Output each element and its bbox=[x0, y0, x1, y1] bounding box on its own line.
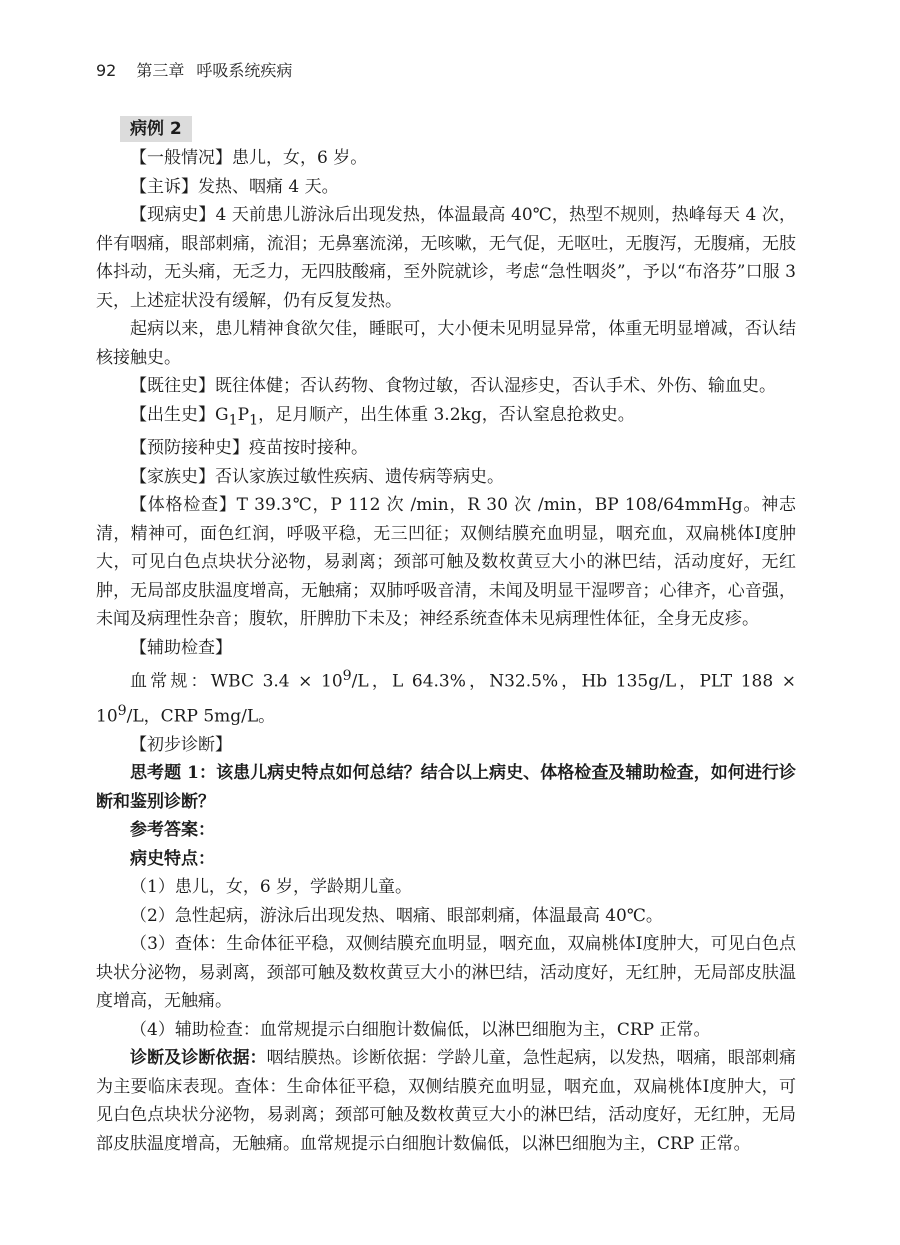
birth-history-sub: 1 bbox=[249, 411, 259, 428]
birth-history bbox=[96, 401, 796, 435]
chapter-title: 呼吸系统疾病 bbox=[196, 61, 293, 80]
blood-routine-part: 血常规：WBC 3.4 × 10 bbox=[130, 672, 343, 693]
chapter-number: 第三章 bbox=[136, 61, 185, 80]
blood-routine-sup: 9 bbox=[342, 668, 352, 685]
general-info: 【一般情况】患儿，女，6 岁。 bbox=[130, 148, 368, 168]
past-history: 【既往史】既往体健；否认药物、食物过敏，否认湿疹史，否认手术、外伤、输血史。 bbox=[130, 376, 776, 396]
blood-routine-part: /L，CRP 5mg/L。 bbox=[126, 706, 276, 727]
page-number: 92 bbox=[96, 61, 117, 80]
feature-3: （3）查体：生命体征平稳，双侧结膜充血明显，咽充血，双扁桃体Ⅰ度肿大，可见白色点块状分泌物，易剥离，颈部可触及数枚黄豆大小的淋巴结，活动度好，无红肿，无局部皮肤温度增高，无触痛。 bbox=[96, 934, 796, 1012]
family-history: 【家族史】否认家族过敏性疾病、遗传病等病史。 bbox=[130, 466, 504, 487]
birth-history-part: ，足月顺产，出生体重 3.2kg，否认窒息抢救史。 bbox=[258, 404, 635, 425]
reference-answer-heading: 参考答案： bbox=[130, 820, 215, 841]
blood-routine-part: /L，L 64.3%，N32.5%，Hb 135g/L，PLT 188 × 10 bbox=[96, 672, 796, 727]
since-onset: 起病以来，患儿精神食欲欠佳，睡眠可，大小便未见明显异常，体重无明显增减，否认结核接触史。 bbox=[96, 319, 796, 368]
present-illness: 【现病史】4 天前患儿游泳后出现发热，体温最高 40℃，热型不规则，热峰每天 4 次，伴有咽痛，眼部刺痛，流泪；无鼻塞流涕，无咳嗽，无气促，无呕吐，无腹泻，无腹痛，无肢体抖动，无头痛，无乏力，无四肢酸痛，至外院就诊，考虑“急性咽炎”，予以“布洛芬”口服 3 天，上述症状没有缓解，仍有反复发热。 bbox=[96, 205, 796, 311]
physical-exam: 【体格检查】T 39.3℃，P 112 次 /min，R 30 次 /min，BP 108/64mmHg。神志清，精神可，面色红润，呼吸平稳，无三凹征；双侧结膜充血明显，咽充血，双扁桃体Ⅰ度肿大，可见白色点块状分泌物，易剥离；颈部可触及数枚黄豆大小的淋巴结，活动度好，无红肿，无局部皮肤温度增高，无触痛；双肺呼吸音清，未闻及明显干湿啰音；心律齐，心音强，未闻及病理性杂音；腹软，肝脾肋下未及；神经系统查体未见病理性体征，全身无皮疹。 bbox=[96, 495, 796, 630]
page-header bbox=[96, 58, 292, 81]
feature-1: （1）患儿，女，6 岁，学龄期儿童。 bbox=[130, 877, 413, 898]
blood-routine-sup: 9 bbox=[117, 702, 127, 719]
vaccination-history: 【预防接种史】疫苗按时接种。 bbox=[130, 438, 368, 459]
history-features-heading: 病史特点： bbox=[130, 848, 215, 869]
birth-history-part: P bbox=[237, 404, 250, 425]
diagnosis-basis-text: 咽结膜热。诊断依据：学龄儿童，急性起病，以发热，咽痛，眼部刺痛为主要临床表现。查体：生命体征平稳，双侧结膜充血明显，咽充血，双扁桃体Ⅰ度肿大，可见白色点块状分泌物，易剥离；颈部可触及数枚黄豆大小的淋巴结，活动度好，无红肿，无局部皮肤温度增高，无触痛。血常规提示白细胞计数偏低，以淋巴细胞为主，CRP 正常。 bbox=[96, 1048, 797, 1154]
diagnosis-basis bbox=[96, 1044, 796, 1158]
feature-4: （4）辅助检查：血常规提示白细胞计数偏低，以淋巴细胞为主，CRP 正常。 bbox=[130, 1019, 711, 1040]
birth-history-sub: 1 bbox=[228, 411, 238, 428]
case-title: 病例 2 bbox=[120, 116, 192, 142]
auxiliary-exam-heading: 【辅助检查】 bbox=[130, 637, 232, 658]
diagnosis-basis-label: 诊断及诊断依据： bbox=[130, 1048, 267, 1069]
page-content bbox=[96, 115, 796, 1158]
question-1: 思考题 1：该患儿病史特点如何总结？结合以上病史、体格检查及辅助检查，如何进行诊断和鉴别诊断？ bbox=[96, 763, 796, 812]
feature-2: （2）急性起病，游泳后出现发热、咽痛、眼部刺痛，体温最高 40℃。 bbox=[130, 905, 663, 926]
blood-routine bbox=[96, 662, 796, 730]
birth-history-part: 【出生史】G bbox=[130, 404, 229, 425]
initial-diagnosis-heading: 【初步诊断】 bbox=[130, 734, 232, 755]
chief-complaint: 【主诉】发热、咽痛 4 天。 bbox=[130, 176, 339, 197]
